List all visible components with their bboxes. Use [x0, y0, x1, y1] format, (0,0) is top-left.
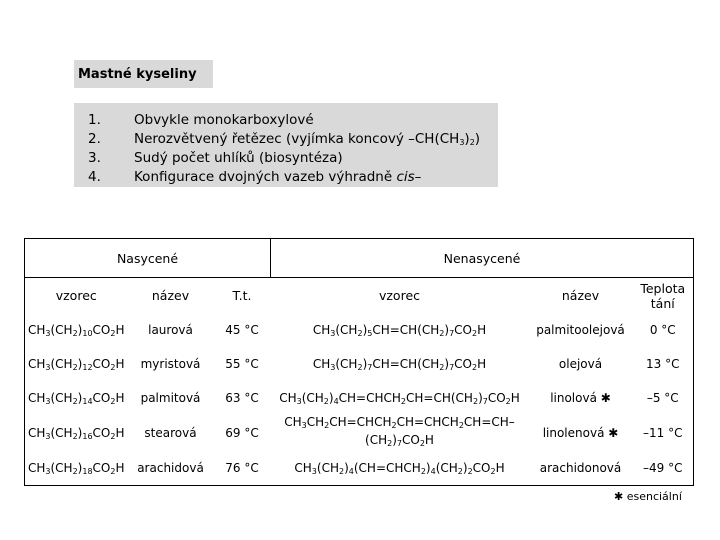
header-sat-name: název: [151, 288, 190, 303]
cell-unsat-name: arachidonová: [529, 451, 633, 486]
cell-unsat-mp: –11 °C: [633, 415, 694, 451]
group-unsaturated: Nenasycené: [271, 239, 694, 278]
header-unsat-mp: Teplota tání: [633, 278, 694, 314]
table-row: [25, 313, 694, 347]
list-text: Nerozvětvený řetězec (vyjímka koncový $-CH(CH_3)_2$): [134, 130, 481, 147]
list-item: [74, 129, 498, 148]
list-text: Obvykle monokarboxylové: [134, 111, 314, 128]
cell-sat-formula: $CH_3(CH_2)_{16}CO_2H$: [25, 415, 128, 451]
cell-sat-formula: $CH_3(CH_2)_{12}CO_2H$: [25, 347, 128, 381]
cell-unsat-name: olejová: [558, 357, 603, 371]
cell-sat-mp: 45 °C: [225, 323, 259, 337]
list-number: 1.: [88, 111, 101, 128]
list-text: Sudý počet uhlíků (biosyntéza): [134, 149, 343, 166]
cell-sat-name: arachidová: [128, 451, 214, 486]
page-title: Mastné kyseliny: [78, 66, 197, 82]
fatty-acids-table: [24, 238, 694, 486]
footnote: ✱ esenciální: [614, 490, 682, 503]
cell-unsat-formula: $CH_3(CH_2)_5CH=CH(CH_2)_7CO_2H$: [312, 322, 487, 338]
cell-unsat-formula: $CH_3CH_2CH=CHCH_2CH=CHCH_2CH=CH-$ $(CH_2)_7CO_2H$: [284, 415, 515, 448]
cell-unsat-formula: $CH_3(CH_2)_4CH=CHCH_2CH=CH(CH_2)_7CO_2H$: [279, 390, 520, 406]
table-row: [25, 347, 694, 381]
header-unsat-formula: vzorec: [378, 288, 421, 303]
cell-unsat-name: linolenová ✱: [542, 426, 619, 440]
cell-sat-mp: 55 °C: [225, 357, 259, 371]
cell-sat-name: stearová: [144, 426, 197, 440]
cell-sat-mp: 63 °C: [225, 391, 259, 405]
header-sat-mp: T.t.: [232, 288, 252, 303]
cell-sat-formula: $CH_3(CH_2)_{18}CO_2H$: [25, 451, 128, 486]
header-sat-formula: vzorec: [25, 278, 128, 314]
cell-sat-formula: $CH_3(CH_2)_{10}CO_2H$: [25, 313, 128, 347]
table-row: [25, 415, 694, 451]
cell-sat-name: laurová: [148, 323, 193, 337]
criteria-list: [74, 103, 498, 187]
cell-unsat-name: linolová ✱: [550, 391, 611, 405]
cell-unsat-name: palmitoolejová: [536, 323, 625, 337]
column-header-row: [25, 278, 694, 314]
table-row: [25, 381, 694, 415]
header-unsat-name: název: [561, 288, 600, 303]
cell-sat-mp: 76 °C: [214, 451, 271, 486]
cell-sat-formula: $CH_3(CH_2)_{14}CO_2H$: [25, 381, 128, 415]
list-text: Konfigurace dvojných vazeb výhradně cis–: [134, 168, 422, 185]
cell-unsat-mp: –5 °C: [633, 381, 694, 415]
list-item: [74, 167, 498, 186]
list-number: 2.: [88, 130, 101, 147]
group-saturated: Nasycené: [25, 239, 271, 278]
cell-unsat-formula: $CH_3(CH_2)_4(CH=CHCH_2)_4(CH_2)_2CO_2H$: [271, 451, 529, 486]
list-number: 4.: [88, 168, 101, 185]
cell-unsat-mp: 0 °C: [633, 313, 694, 347]
cell-unsat-formula: $CH_3(CH_2)_7CH=CH(CH_2)_7CO_2H$: [312, 356, 487, 372]
cell-unsat-mp: 13 °C: [633, 347, 694, 381]
cell-sat-name: myristová: [140, 357, 201, 371]
title-box: [74, 60, 213, 88]
list-number: 3.: [88, 149, 101, 166]
group-header-row: [25, 239, 694, 278]
cell-unsat-mp: –49 °C: [633, 451, 694, 486]
table-row: [25, 451, 694, 486]
list-item: [74, 148, 498, 167]
list-item: [74, 110, 498, 129]
cell-sat-name: palmitová: [140, 391, 201, 405]
cell-sat-mp: 69 °C: [225, 426, 259, 440]
